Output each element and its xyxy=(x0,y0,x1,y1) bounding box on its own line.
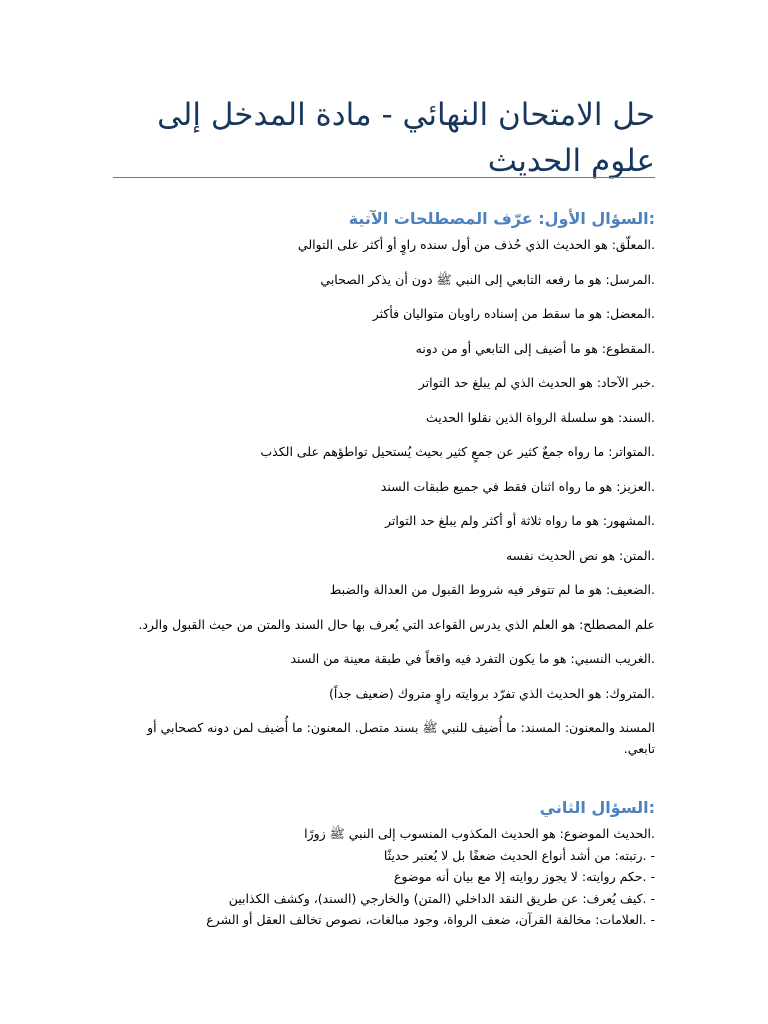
definition-item: .المعضل: هو ما سقط من إسناده راويان متواليان فأكثر xyxy=(372,306,655,321)
definition-item: .الضعيف: هو ما لم تتوفر فيه شروط القبول من العدالة والضبط xyxy=(329,582,655,597)
answer-item: - .كيف يُعرف: عن طريق النقد الداخلي (المتن) والخارجي (السند)، وكشف الكذابين xyxy=(228,890,655,906)
definition-item: .العزيز: هو ما رواه اثنان فقط في جميع طبقات السند xyxy=(380,478,655,494)
definition-item: .المشهور: هو ما رواه ثلاثة أو أكثر ولم يبلغ حد التواتر xyxy=(384,513,655,528)
definition-item: .السند: هو سلسلة الرواة الذين نقلوا الحديث xyxy=(425,409,655,425)
definition-item: .الغريب النسبي: هو ما يكون التفرد فيه واقعاً في طبقة معينة من السند xyxy=(290,651,655,666)
question-1-list xyxy=(113,234,655,773)
definition-item: علم المصطلح: هو العلم الذي يدرس القواعد التي يُعرف بها حال السند والمتن من حيث القبول والرد. xyxy=(138,616,655,632)
definition-item: .المتروك: هو الحديث الذي تفرّد بروايته راوٍ متروك (ضعيف جداً) xyxy=(328,685,655,701)
question-2-heading: :السؤال الثاني xyxy=(539,798,655,817)
question-2-list xyxy=(113,823,655,931)
answer-item: - .حكم روايته: لا يجوز روايته إلا مع بيان أنه موضوع xyxy=(393,869,655,885)
title-divider xyxy=(113,177,655,178)
definition-item: .المتن: هو نص الحديث نفسه xyxy=(505,547,655,563)
definition-item: .خبر الآحاد: هو الحديث الذي لم يبلغ حد التواتر xyxy=(418,375,655,390)
definition-item: .المتواتر: ما رواه جمعٌ كثير عن جمعٍ كثير بحيث يُستحيل تواطؤهم على الكذب xyxy=(260,444,655,459)
definition-item: .المقطوع: هو ما أضيف إلى التابعي أو من دونه xyxy=(415,340,655,356)
definition-item: .المعلّق: هو الحديث الذي حُذف من أول سنده راوٍ أو أكثر على التوالي xyxy=(297,237,655,252)
question-1-heading: :السؤال الأول: عرّف المصطلحات الآتية xyxy=(348,209,655,228)
answer-item: - .العلامات: مخالفة القرآن، ضعف الرواة، وجود مبالغات، نصوص تخالف العقل أو الشرع xyxy=(206,912,655,928)
definition-item: المسند والمعنون: المسند: ما أُضيف للنبي ﷺ بسند متصل. المعنون: ما أُضيف لمن دونه كصحابي أو تابعي. xyxy=(147,720,655,756)
document-title: حل الامتحان النهائي - مادة المدخل إلى علوم الحديث xyxy=(157,97,655,179)
definition-item: .المرسل: هو ما رفعه التابعي إلى النبي ﷺ دون أن يذكر الصحابي xyxy=(320,271,655,287)
answer-item: - .رتبته: من أشد أنواع الحديث ضعفًا بل لا يُعتبر حديثًا xyxy=(383,847,655,863)
answer-item: .الحديث الموضوع: هو الحديث المكذوب المنسوب إلى النبي ﷺ زورًا xyxy=(304,826,655,841)
